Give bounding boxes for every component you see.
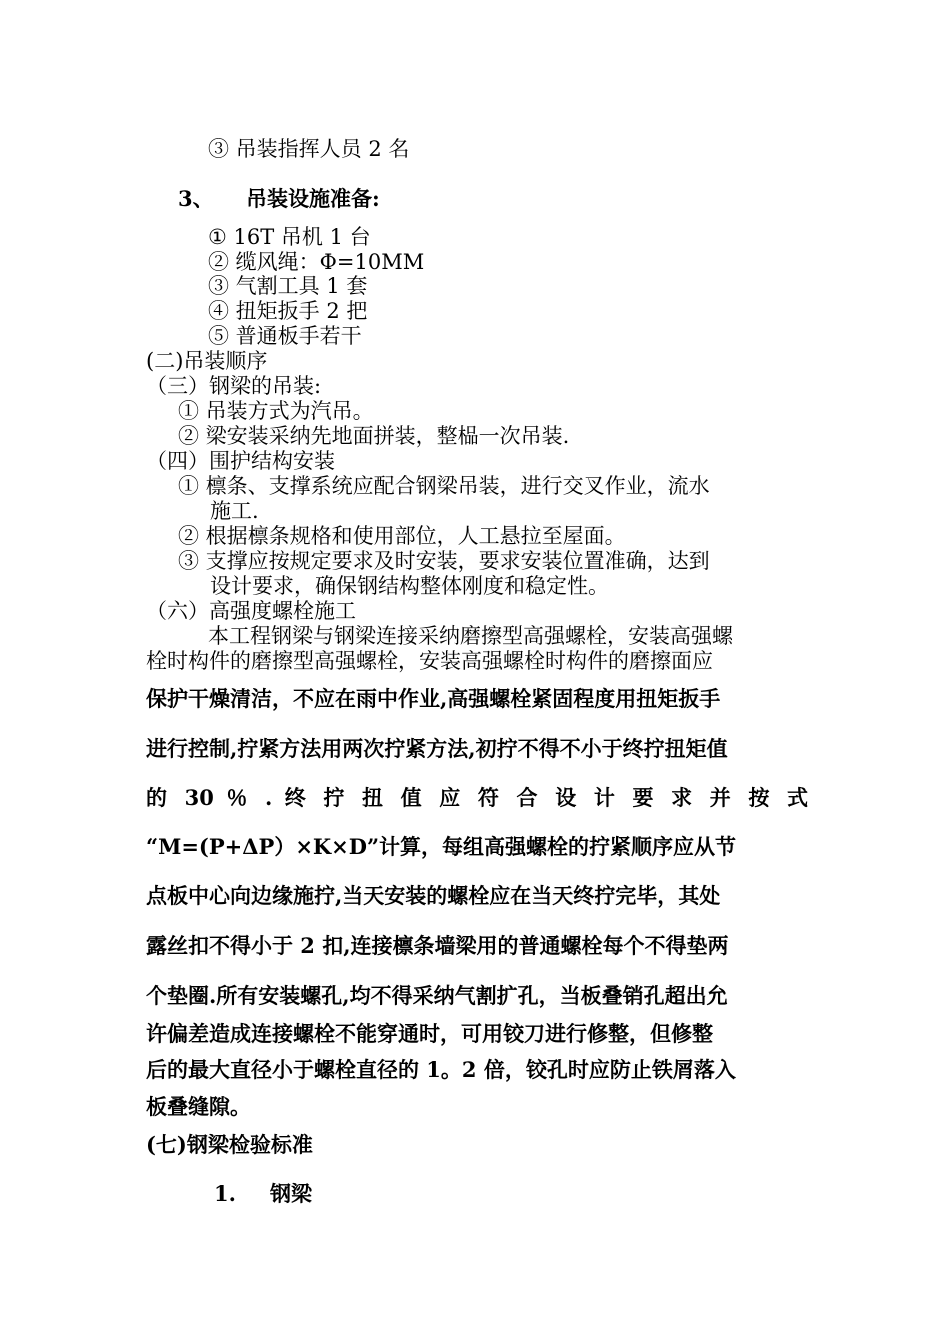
paragraph-line-3: 保护干燥清洁，不应在雨中作业,高强螺栓紧固程度用扭矩扳手 xyxy=(146,686,721,711)
paragraph-line-11: 后的最大直径小于螺栓直径的 1。2 倍，铰孔时应防止铁屑落入 xyxy=(146,1057,736,1082)
item-ordinary-wrench: ⑤ 普通板手若干 xyxy=(208,324,362,348)
item-lifting-method: ① 吊装方式为汽吊。 xyxy=(178,399,374,423)
paragraph-line-12: 板叠缝隙。 xyxy=(146,1094,251,1119)
paragraph-line-5: 的 30 ％ . 终 拧 扭 值 应 符 合 设 计 要 求 并 按 式 xyxy=(146,785,808,810)
item-bracing-install-cont: 设计要求，确保钢结构整体刚度和稳定性。 xyxy=(210,574,609,598)
paragraph-line-6: “M=(P+ΔP）×K×D”计算，每组高强螺栓的拧紧顺序应从节 xyxy=(146,834,737,859)
item-guy-rope: ② 缆风绳：Φ=10MM xyxy=(208,250,425,274)
item-purlin-support: ① 檩条、支撑系统应配合钢梁吊装，进行交叉作业，流水 xyxy=(178,474,710,498)
paragraph-line-1: 本工程钢梁与钢梁连接采纳磨擦型高强螺栓，安装高强螺 xyxy=(208,624,733,648)
item-torque-wrench: ④ 扭矩扳手 2 把 xyxy=(208,299,368,323)
paragraph-line-2: 栓时构件的磨擦型高强螺栓，安装高强螺栓时构件的磨擦面应 xyxy=(146,649,713,673)
paragraph-line-9: 个垫圈.所有安装螺孔,均不得采纳气割扩孔，当板叠销孔超出允 xyxy=(146,983,728,1008)
heading-high-strength-bolts: （六）高强度螺栓施工 xyxy=(146,599,356,623)
heading-lifting-sequence: (二)吊装顺序 xyxy=(146,349,268,373)
heading-envelope-installation: （四）围护结构安装 xyxy=(146,449,335,473)
item-beam-assembly: ② 梁安装采纳先地面拼装，整榀一次吊装. xyxy=(178,424,570,448)
paragraph-line-10: 许偏差造成连接螺栓不能穿通时，可用铰刀进行修整，但修整 xyxy=(146,1021,713,1046)
item-gas-cutting-tools: ③ 气割工具 1 套 xyxy=(208,274,368,298)
paragraph-line-8: 露丝扣不得小于 2 扣,连接檩条墙梁用的普通螺栓每个不得垫两 xyxy=(146,933,729,958)
heading-beam-lifting: （三）钢梁的吊装: xyxy=(146,374,322,398)
paragraph-line-4: 进行控制,拧紧方法用两次拧紧方法,初拧不得不小于终拧扭矩值 xyxy=(146,736,728,761)
heading-steel-beam: 钢梁 xyxy=(270,1181,312,1206)
item-lifting-commanders: ③ 吊装指挥人员 2 名 xyxy=(208,137,410,161)
section-number-1: 1. xyxy=(214,1181,236,1206)
item-purlin-support-cont: 施工. xyxy=(210,499,259,523)
paragraph-line-7: 点板中心向边缘施拧,当天安装的螺栓应在当天终拧完毕，其处 xyxy=(146,883,721,908)
item-crane: ① 16T 吊机 1 台 xyxy=(208,225,371,249)
heading-beam-inspection: (七)钢梁检验标准 xyxy=(146,1132,313,1157)
section-number-3: 3、 xyxy=(178,186,214,211)
heading-lifting-equipment: 吊装设施准备: xyxy=(246,186,380,211)
item-purlin-hoisting: ② 根据檩条规格和使用部位，人工悬拉至屋面。 xyxy=(178,524,626,548)
item-bracing-install: ③ 支撑应按规定要求及时安装，要求安装位置准确，达到 xyxy=(178,549,710,573)
